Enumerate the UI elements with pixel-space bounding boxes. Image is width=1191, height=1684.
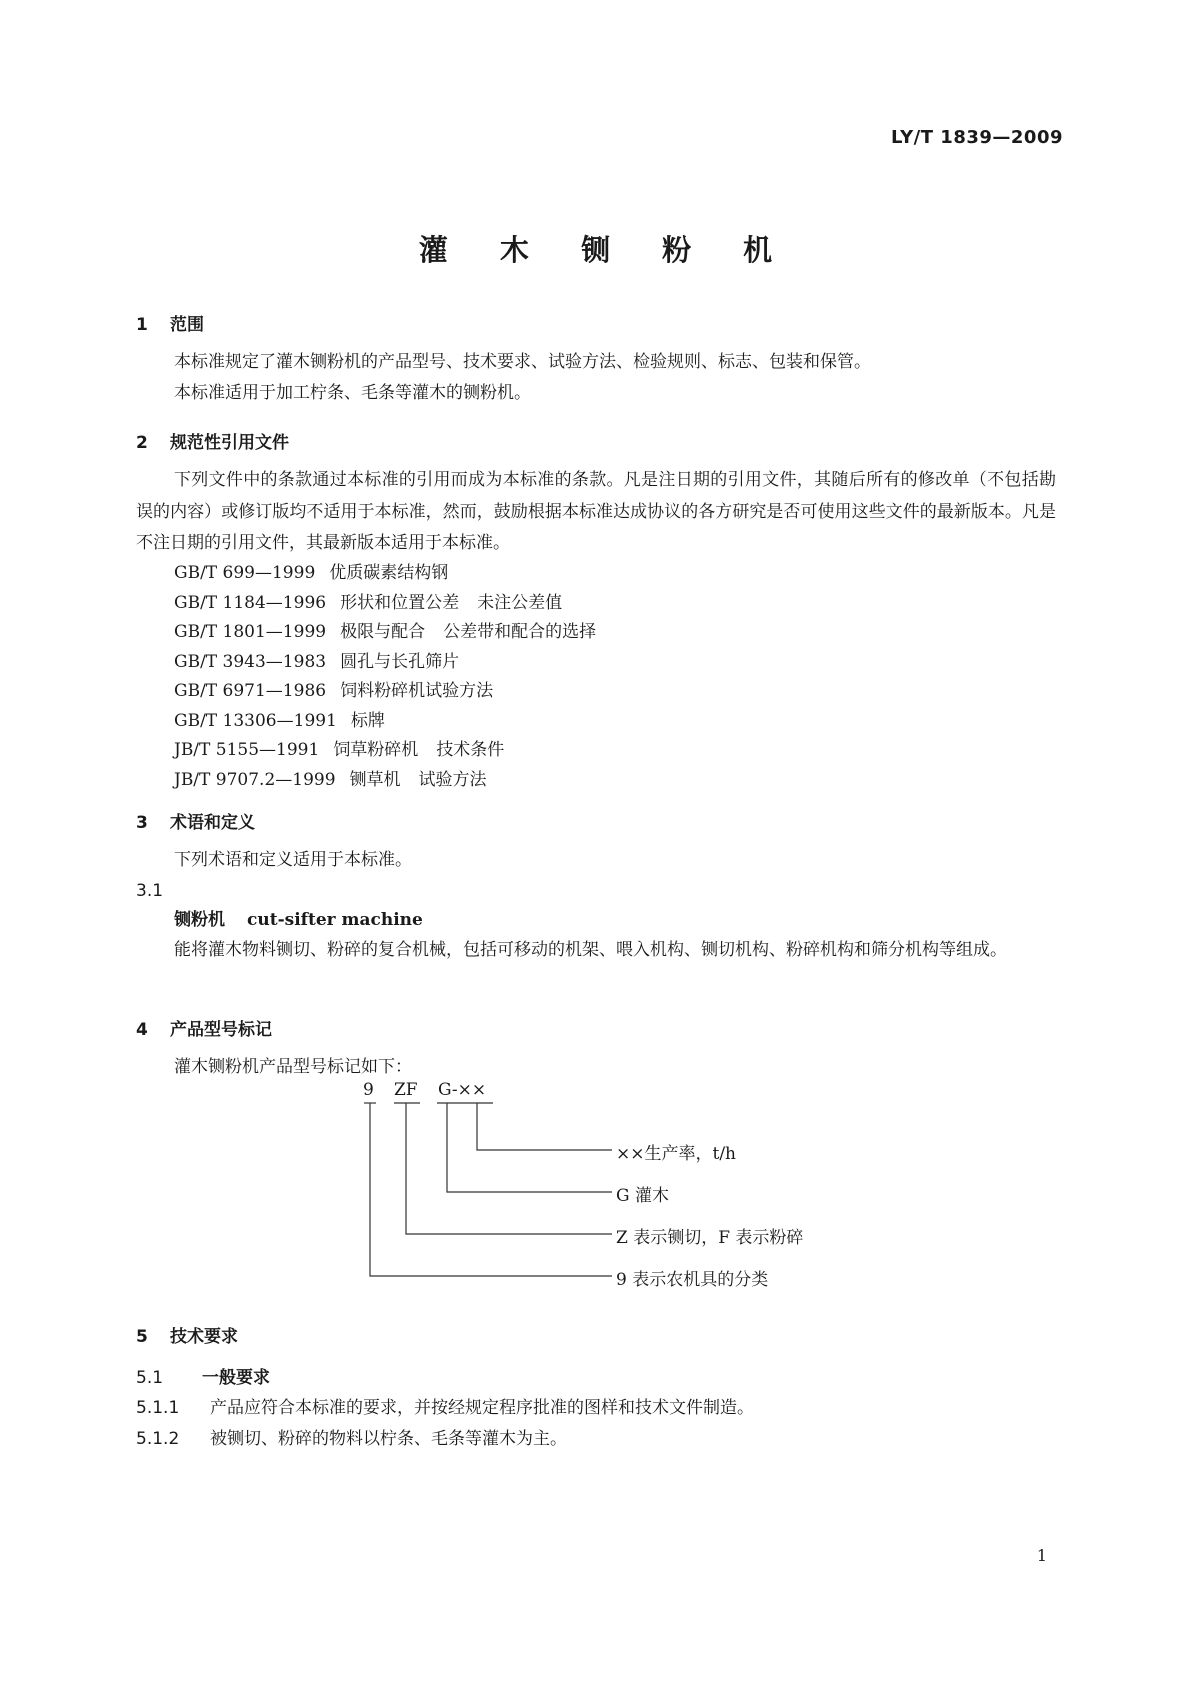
section-2-heading — [136, 428, 289, 453]
section-1-heading — [136, 310, 204, 335]
reference-item — [174, 765, 487, 790]
section-3-heading — [136, 808, 255, 833]
section-number: 4 — [136, 1020, 148, 1040]
reference-item — [174, 558, 448, 583]
reference-title: 圆孔与长孔筛片 — [340, 651, 460, 672]
reference-item — [174, 676, 493, 701]
reference-code: JB/T 5155—1991 — [174, 740, 320, 760]
term-english: cut-sifter machine — [247, 910, 423, 930]
section-title: 技术要求 — [170, 1327, 238, 1347]
reference-title: 铡草机 — [349, 769, 401, 790]
reference-title: 形状和位置公差 — [340, 592, 460, 613]
model-part-material-rate: G-×× — [438, 1080, 487, 1100]
reference-code: GB/T 3943—1983 — [174, 651, 327, 672]
clause-5-1-2 — [136, 1424, 567, 1449]
reference-subtitle: 技术条件 — [436, 740, 505, 760]
reference-code: JB/T 9707.2—1999 — [174, 769, 336, 790]
term-definition: 能将灌木物料铡切、粉碎的复合机械，包括可移动的机架、喂入机构、铡切机构、粉碎机构和筛分机构等组成。 — [174, 940, 1007, 960]
reference-title: 饲草粉碎机 — [333, 740, 419, 760]
reference-code: GB/T 1801—1999 — [174, 622, 327, 642]
section-4-heading — [136, 1015, 272, 1040]
section-1-paragraph-1: 本标准规定了灌木铡粉机的产品型号、技术要求、试验方法、检验规则、标志、包装和保管。 — [174, 352, 871, 372]
section-5-heading — [136, 1322, 238, 1347]
section-number: 3 — [136, 813, 148, 833]
diagram-label-category: 9 表示农机具的分类 — [616, 1270, 769, 1290]
section-title: 范围 — [170, 315, 204, 335]
clause-number: 5.1.2 — [136, 1429, 180, 1449]
reference-item — [174, 588, 562, 613]
term-entry — [174, 905, 423, 936]
subsection-5-1-heading — [136, 1363, 270, 1388]
subsection-number: 5.1 — [136, 1368, 164, 1388]
standard-code: LY/T 1839—2009 — [890, 127, 1063, 148]
section-number: 2 — [136, 433, 148, 453]
reference-code: GB/T 699—1999 — [174, 563, 316, 583]
section-1-paragraph-2: 本标准适用于加工柠条、毛条等灌木的铡粉机。 — [174, 383, 531, 403]
reference-code: GB/T 13306—1991 — [174, 710, 337, 731]
clause-number: 5.1.1 — [136, 1398, 180, 1418]
term-chinese: 铡粉机 — [174, 910, 225, 930]
diagram-label-shrub: G 灌木 — [616, 1186, 669, 1206]
reference-item — [174, 617, 596, 642]
subsection-title: 一般要求 — [202, 1368, 270, 1388]
section-3-intro: 下列术语和定义适用于本标准。 — [174, 850, 412, 870]
reference-code: GB/T 1184—1996 — [174, 592, 327, 613]
reference-code: GB/T 6971—1986 — [174, 681, 327, 701]
reference-title: 标牌 — [350, 710, 385, 731]
reference-item — [174, 647, 459, 672]
section-title: 规范性引用文件 — [170, 433, 289, 453]
diagram-label-cut-crush: Z 表示铡切，F 表示粉碎 — [616, 1228, 804, 1248]
diagram-label-production-rate: ××生产率，t/h — [616, 1144, 736, 1164]
section-number: 1 — [136, 315, 148, 335]
subsection-3-1-number: 3.1 — [136, 881, 164, 901]
section-title: 产品型号标记 — [170, 1020, 272, 1040]
reference-item — [174, 706, 385, 731]
document-title: 灌 木 铡 粉 机 — [418, 233, 794, 267]
reference-title: 优质碳素结构钢 — [329, 563, 449, 583]
reference-title: 饲料粉碎机试验方法 — [340, 681, 494, 701]
model-part-function: ZF — [394, 1080, 418, 1100]
section-4-intro: 灌木铡粉机产品型号标记如下： — [174, 1057, 412, 1077]
clause-text: 产品应符合本标准的要求，并按经规定程序批准的图样和技术文件制造。 — [210, 1398, 754, 1418]
reference-subtitle: 公差带和配合的选择 — [443, 622, 597, 642]
section-title: 术语和定义 — [170, 813, 255, 833]
model-part-category: 9 — [363, 1080, 374, 1100]
section-2-intro: 下列文件中的条款通过本标准的引用而成为本标准的条款。凡是注日期的引用文件，其随后所有的修改单（不包括勘误的内容）或修订版均不适用于本标准，然而，鼓励根据本标准达成协议的各方研究是否可使用这些文件的最新版本。凡是不注日期的引用文件，其最新版本适用于本标准。 — [136, 470, 1056, 553]
clause-5-1-1 — [136, 1393, 754, 1418]
reference-item — [174, 735, 504, 760]
page-number: 1 — [1036, 1546, 1047, 1565]
reference-title: 极限与配合 — [340, 622, 426, 642]
section-number: 5 — [136, 1327, 148, 1347]
reference-subtitle: 试验方法 — [418, 769, 487, 790]
reference-subtitle: 未注公差值 — [477, 592, 563, 613]
clause-text: 被铡切、粉碎的物料以柠条、毛条等灌木为主。 — [210, 1429, 567, 1449]
